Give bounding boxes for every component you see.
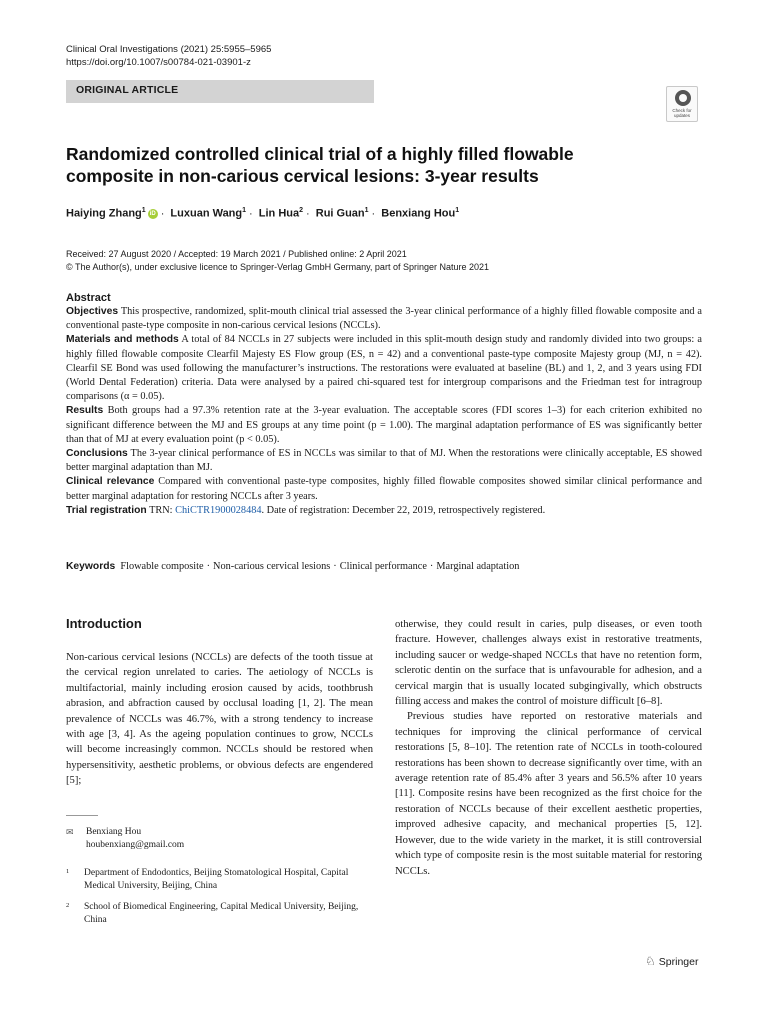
left-column — [66, 650, 373, 789]
right-column — [395, 617, 702, 879]
affiliation-text: School of Biomedical Engineering, Capital Medical University, Beijing, China — [84, 902, 359, 925]
copyright-notice: © The Author(s), under exclusive licence to Springer-Verlag GmbH Germany, part of Springer Nature 2021 — [66, 262, 489, 272]
abstract-registration — [66, 504, 702, 518]
body-paragraph: Previous studies have reported on restorative materials and techniques for improving the clinical performance of cervical restorations [5, 8–10]. The retention rate of NCCLs in tooth-coloured restorations has been shown to decrease significantly over time, with an average retention rate of 85.4% after 3 years and 56.5% after 10 years [11]. Composite resins have been recognized as the first choice for the restoration of NCCLs because of their excellent aesthetic properties, improved adhesive capacity, and mechanical properties [5, 12]. However, due to the wide variety in the market, it is still controversial which type of composite resin is the most suitable material for restoring NCCLs. — [395, 711, 702, 877]
publisher-logo — [645, 954, 698, 968]
abstract-text: The 3-year clinical performance of ES in NCCLs was similar to that of MJ. When the restorations were clinically acceptable, ES showed better marginal adaptation than MJ. — [66, 448, 702, 474]
author-name[interactable]: Lin Hua — [258, 207, 300, 220]
author-affiliation-mark: 1 — [455, 207, 460, 214]
keyword-separator: · — [333, 561, 337, 572]
abstract-label: Conclusions — [66, 448, 128, 460]
keyword: Clinical performance — [339, 561, 427, 572]
abstract-text: Both groups had a 97.3% retention rate at the 3-year evaluation. The acceptable scores (FDI scores 1–3) for each criterion exhibited no significant difference between the MJ and ES groups at any time point (p = 1.00). The marginal adaptation performance of ES was significantly better than that of MJ at every evaluation point (p < 0.05). — [66, 405, 702, 445]
springer-horse-icon: ♘ — [645, 954, 656, 968]
trial-registry-link[interactable]: ChiCTR1900028484 — [175, 504, 262, 516]
author-list: Haiying Zhang$^1$ iD · Luxuan Wang$^1$ · Lin Hua$^2$ · Rui Guan$^1$ · Benxiang Hou$^1$ — [66, 207, 460, 220]
author-affiliation-mark: 1 — [364, 207, 369, 214]
keyword-separator: · — [206, 561, 211, 572]
registration-suffix: . Date of registration: December 22, 2019, retrospectively registered. — [261, 504, 546, 516]
abstract-label: Materials and methods — [66, 334, 179, 346]
history-dates: Received: 27 August 2020 / Accepted: 19 March 2021 / Published online: 2 April 2021 — [66, 249, 407, 259]
abstract-objectives — [66, 305, 702, 333]
keyword-separator: · — [429, 561, 434, 572]
registration-prefix: TRN: — [149, 504, 173, 516]
author-affiliation-mark: 1 — [141, 207, 146, 214]
body-paragraph: otherwise, they could result in caries, pulp diseases, or even tooth fracture. However, challenges always exist in restorative treatments, including saucer or wedge-shaped NCCLs that have no retention form, sclerotic dentin on the surface that is unfavourable for adhesion, and a cervical margin that is usually located subgingivally, which obstructs filling access and makes the control of moisture difficult [6–8]. — [395, 619, 702, 708]
envelope-icon: ✉ — [66, 827, 74, 837]
publisher-name: Springer — [658, 956, 699, 968]
journal-citation: Clinical Oral Investigations (2021) 25:5955–5965 — [66, 44, 272, 55]
abstract-label: Results — [66, 405, 104, 417]
abstract-label: Trial registration — [66, 504, 147, 516]
abstract-text: This prospective, randomized, split-mouth clinical trial assessed the 3-year clinical performance of a highly filled flowable composite and a conventional paste-type composite in non-carious cervical lesions (NCCLs). — [66, 306, 702, 332]
abstract-text: Compared with conventional paste-type composites, highly filled flowable composites showed similar clinical performance and better marginal adaptation for restoring NCCLs after 3 years. — [66, 476, 702, 502]
abstract-label: Objectives — [66, 306, 119, 317]
footnote-divider — [66, 815, 98, 816]
introduction-heading: Introduction — [66, 616, 142, 631]
body-paragraph: Non-carious cervical lesions (NCCLs) are defects of the tooth tissue at the cervical region unrelated to caries. The aetiology of NCCLs is multifactorial, mainly including erosion caused by acids, toothbrush abrasion, and abfraction caused by occlusal loading [1, 2]. The mean prevalence of NCCLs was 46.7%, with a strong tendency to increase with age [3, 4]. As the ageing population continues to grow, NCCLs will become increasingly common. NCCLs should be restored when hypersensitivity, aesthetic problems, or obvious defects are engendered [5]; — [66, 652, 373, 787]
affiliation-1 — [66, 867, 366, 893]
abstract-section — [66, 291, 702, 518]
keywords-label: Keywords — [66, 561, 116, 572]
author-name[interactable]: Rui Guan — [315, 207, 365, 220]
article-type-banner: ORIGINAL ARTICLE — [66, 80, 374, 103]
abstract-methods — [66, 333, 702, 404]
author-name[interactable]: Benxiang Hou — [381, 207, 456, 220]
author-name[interactable]: Haiying Zhang — [66, 207, 142, 220]
corresponding-email[interactable]: houbenxiang@gmail.com — [86, 840, 185, 850]
author-name[interactable]: Luxuan Wang — [170, 207, 243, 220]
corresponding-author — [66, 826, 185, 850]
abstract-heading: Abstract — [66, 292, 111, 304]
corresponding-name: Benxiang Hou — [86, 827, 142, 837]
affiliation-number: 1 — [66, 868, 70, 875]
abstract-label: Clinical relevance — [66, 476, 155, 488]
author-affiliation-mark: 1 — [242, 207, 247, 214]
affiliation-number: 2 — [66, 902, 70, 909]
affiliation-text: Department of Endodontics, Beijing Stomatological Hospital, Capital Medical University, Beijing, China — [84, 868, 349, 891]
abstract-text: A total of 84 NCCLs in 27 subjects were included in this split-mouth design study and randomly divided into two groups: a highly filled flowable composite Clearfil Majesty ES Flow group (ES, n = 42) and a conventional paste-type composite Majesty group (MJ, n = 42). Clearfil SE Bond was used following the manufacturer’s instructions. The restorations were evaluated at baseline (BL) and 1, 2, and 3 years using FDI (World Dental Federation) criteria. Data were analysed by a paired chi-squared test for intergroup comparisons and the Friedman test for intragroup comparisons (α = 0.05). — [66, 334, 703, 403]
publication-dates — [66, 248, 489, 274]
keyword: Non-carious cervical lesions — [213, 561, 331, 572]
keyword: Flowable composite — [120, 561, 204, 572]
keywords-section — [66, 561, 702, 572]
orcid-icon[interactable]: iD — [149, 210, 156, 217]
abstract-conclusions — [66, 447, 702, 475]
journal-header — [66, 43, 271, 69]
crossmark-icon — [675, 90, 691, 106]
article-title: Randomized controlled clinical trial of a highly filled flowable composite in non-carious cervical lesions: 3-year results — [66, 144, 574, 186]
author-affiliation-mark: 2 — [299, 207, 304, 214]
keyword: Marginal adaptation — [436, 561, 520, 572]
check-for-updates-badge[interactable] — [666, 86, 698, 122]
abstract-relevance — [66, 475, 702, 503]
doi-link[interactable]: https://doi.org/10.1007/s00784-021-03901-z — [66, 57, 251, 68]
affiliation-2 — [66, 901, 366, 927]
abstract-results — [66, 404, 702, 447]
check-for-updates-label: Check for updates — [672, 108, 692, 118]
